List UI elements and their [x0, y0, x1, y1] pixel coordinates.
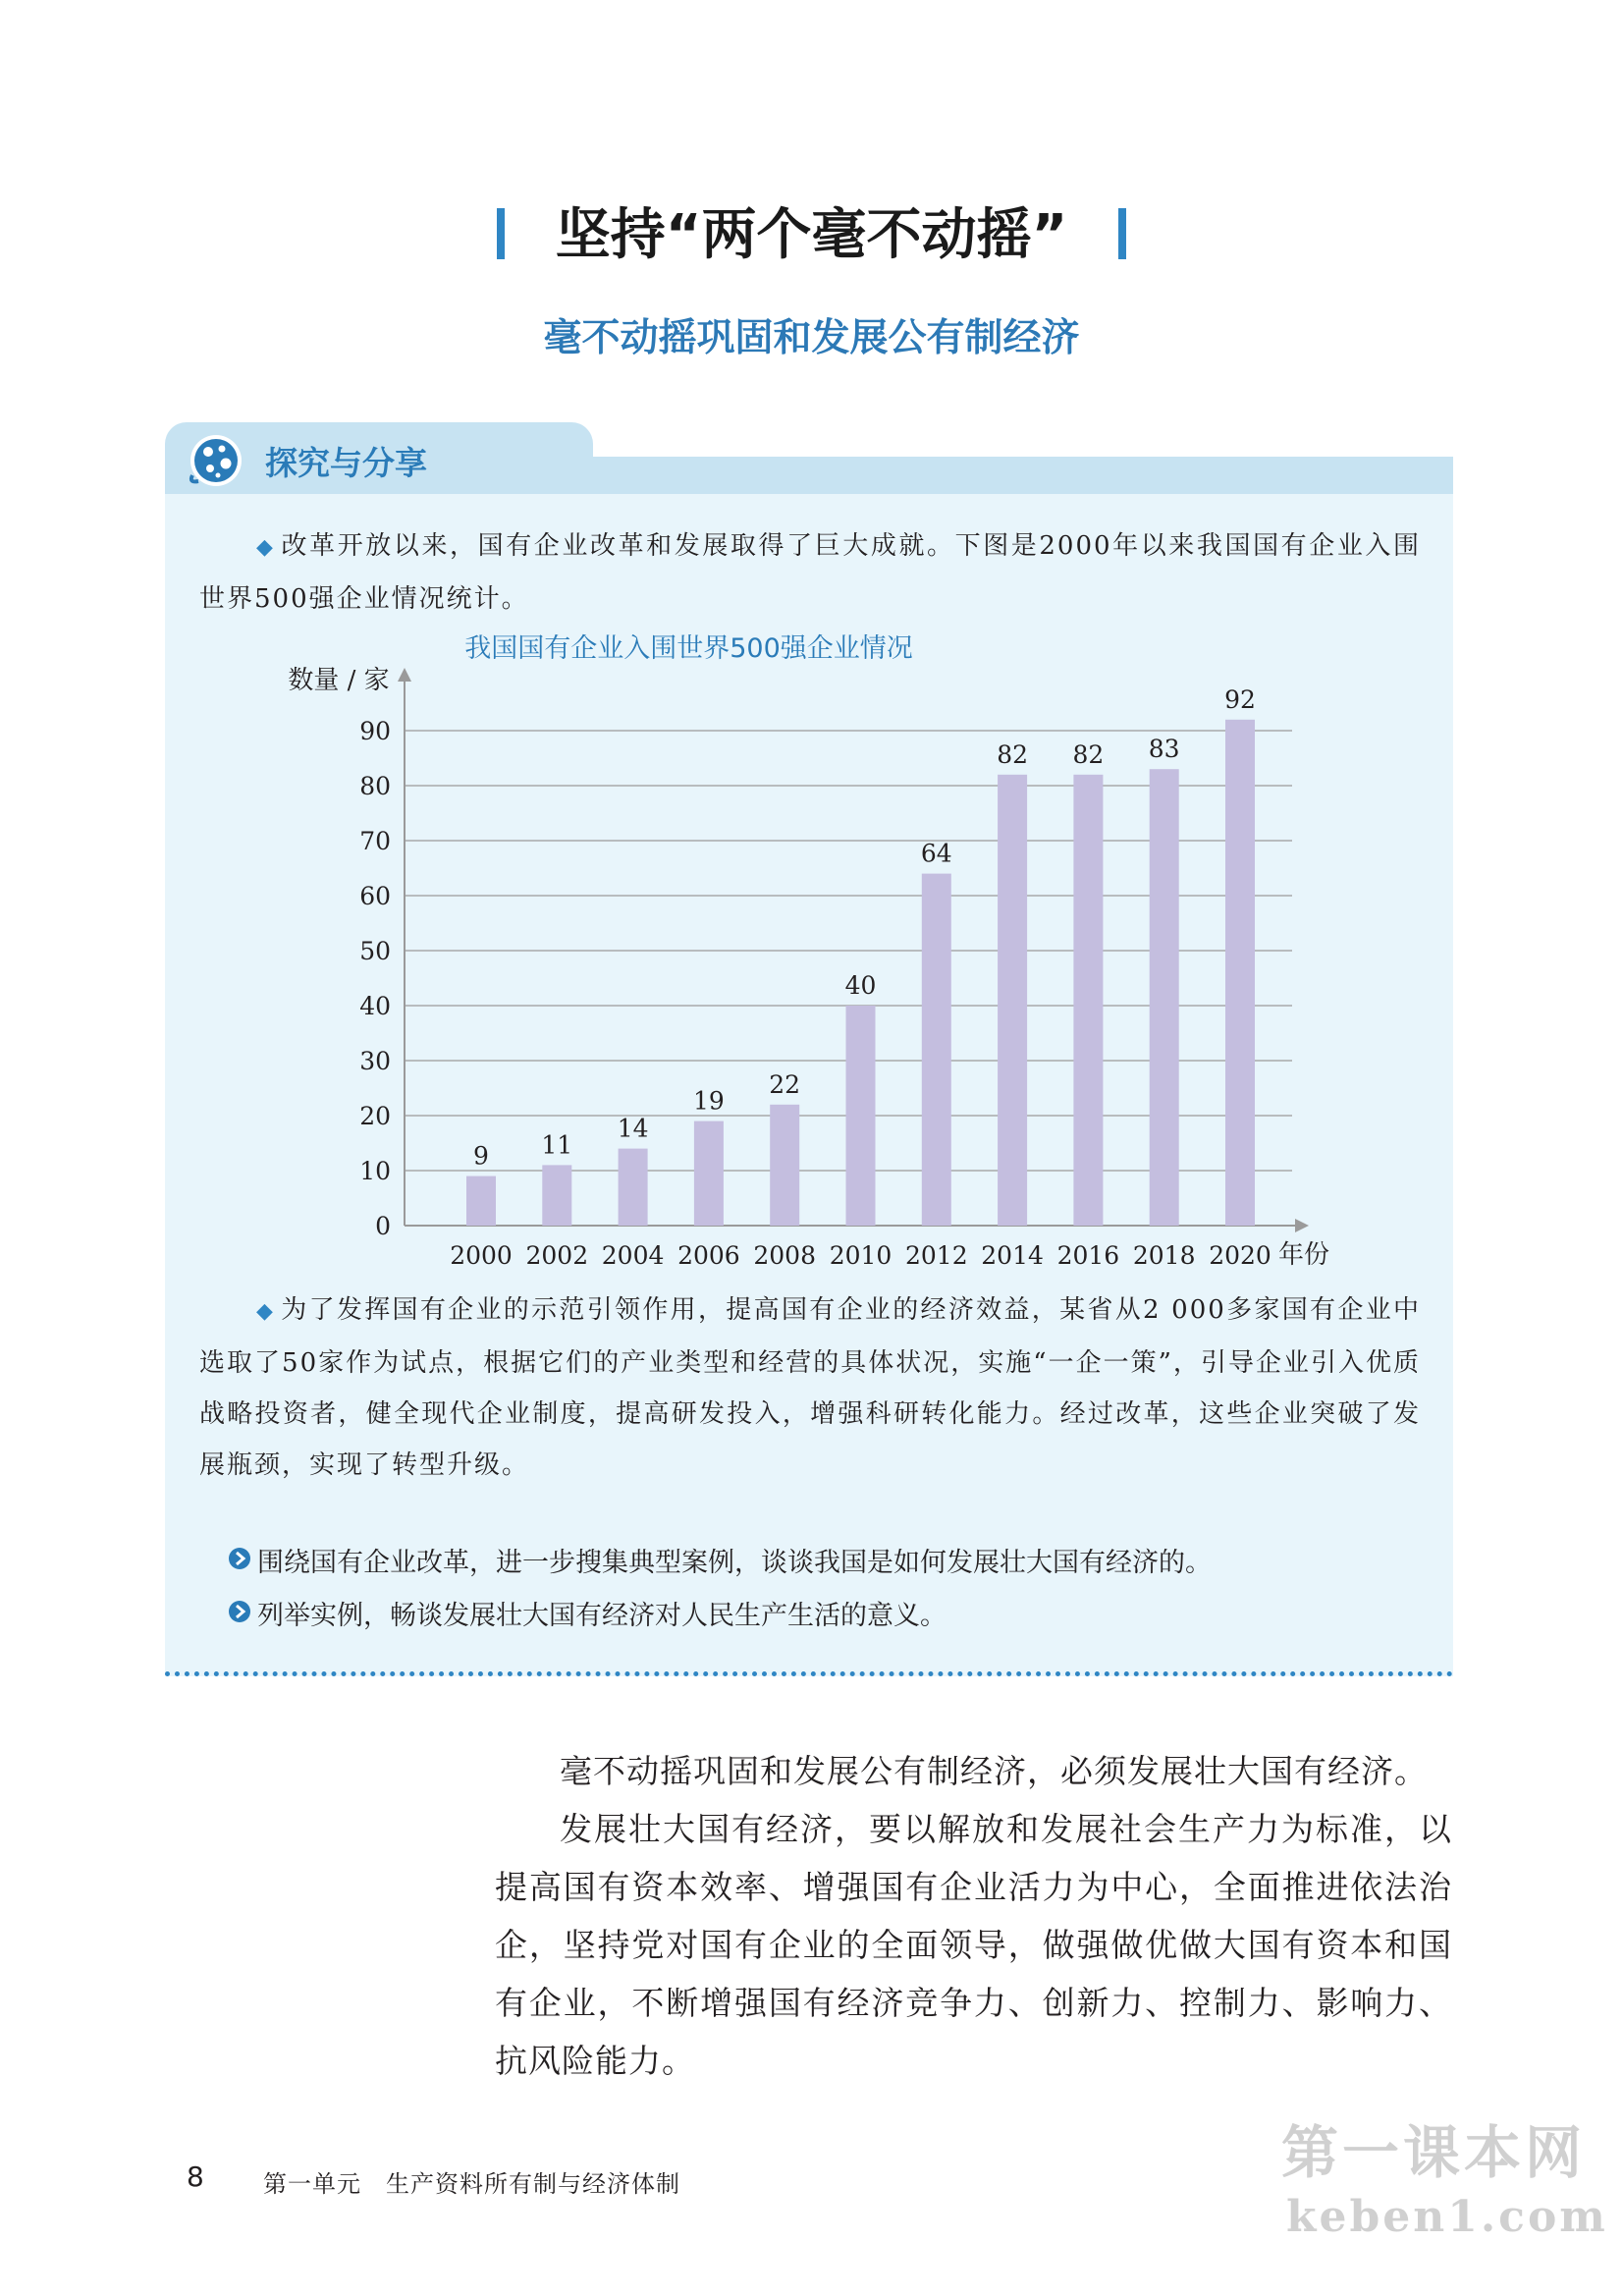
y-tick-label: 70: [359, 827, 391, 855]
x-tick-label: 2002: [525, 1241, 589, 1270]
bar: [998, 775, 1027, 1226]
task-text: 列举实例，畅谈发展壮大国有经济对人民生产生活的意义。: [257, 1601, 947, 1631]
y-tick-label: 60: [359, 882, 391, 910]
body-paragraph-2: 发展壮大国有经济，要以解放和发展社会生产力为标准，以提高国有资本效率、增强国有企业活力为中心，全面推进依法治企，坚持党对国有企业的全面领导，做强做优做大国有资本和国有企业，不断增强国有经济竞争力、创新力、控制力、影响力、抗风险能力。: [495, 1810, 1452, 2080]
bar: [694, 1121, 724, 1226]
bar: [922, 874, 951, 1226]
bar: [1225, 720, 1255, 1226]
task-text: 围绕国有企业改革，进一步搜集典型案例，谈谈我国是如何发展壮大国有经济的。: [257, 1548, 1212, 1578]
x-tick-label: 2004: [601, 1241, 665, 1270]
explore-bottom-divider: [165, 1671, 1453, 1676]
y-axis-arrow: [398, 668, 411, 682]
y-tick-label: 20: [359, 1102, 391, 1130]
bar: [466, 1176, 496, 1226]
bar: [619, 1149, 648, 1226]
section-title-text: 坚持“两个毫不动摇”: [555, 203, 1068, 267]
x-tick-label: 2006: [677, 1241, 740, 1270]
chart-title: 我国国有企业入围世界500强企业情况: [464, 633, 913, 664]
bar-value-label: 22: [769, 1069, 801, 1099]
subtitle: 毫不动摇巩固和发展公有制经济: [543, 315, 1080, 360]
y-tick-label: 80: [359, 772, 391, 800]
bar-value-label: 14: [617, 1114, 649, 1143]
diamond-bullet-icon: ◆: [256, 535, 276, 560]
x-tick-label: 2012: [904, 1241, 968, 1270]
watermark-url: keben1.com: [1286, 2192, 1608, 2242]
arrow-circle-icon: [228, 1547, 251, 1570]
x-tick-label: 2008: [753, 1241, 817, 1270]
x-tick-label: 2016: [1056, 1241, 1120, 1270]
y-tick-label: 10: [359, 1157, 391, 1185]
diamond-bullet-icon: ◆: [256, 1299, 276, 1324]
explore-paragraph-2: [199, 1285, 1421, 1491]
bar: [770, 1105, 799, 1226]
x-tick-label: 2010: [829, 1241, 893, 1270]
x-tick-label: 2020: [1209, 1241, 1271, 1270]
y-axis-label: 数量 / 家: [288, 666, 390, 695]
bar: [542, 1165, 571, 1226]
y-tick-label: 40: [359, 992, 391, 1020]
task-item: [257, 1594, 947, 1632]
explore-label: 探究与分享: [265, 444, 427, 482]
y-tick-label: 0: [375, 1212, 391, 1240]
bar-value-label: 83: [1148, 735, 1180, 764]
bar-value-label: 40: [844, 971, 877, 1000]
bar-value-label: 19: [692, 1086, 725, 1116]
explore-paragraph-2-text: 为了发挥国有企业的示范引领作用，提高国有企业的经济效益，某省从2 000多家国有企业中选取了50家作为试点，根据它们的产业类型和经营的具体状况，实施“一企一策”，引导企业引入优质战略投资者，健全现代企业制度，提高研发投入，增强科研转化能力。经过改革，这些企业突破了发展瓶颈，实现了转型升级。: [199, 1295, 1422, 1480]
x-axis-label: 年份: [1278, 1240, 1330, 1270]
x-tick-label: 2000: [450, 1241, 513, 1270]
bar-value-label: 64: [920, 839, 952, 868]
body-paragraph-1: 毫不动摇巩固和发展公有制经济，必须发展壮大国有经济。: [560, 1752, 1428, 1790]
bar-value-label: 92: [1224, 684, 1256, 714]
footer-unit-title: 第一单元 生产资料所有制与经济体制: [263, 2170, 680, 2198]
bar: [846, 1006, 876, 1226]
task-item: [257, 1541, 1212, 1579]
page-number: 8: [187, 2160, 204, 2193]
y-tick-label: 50: [359, 937, 391, 965]
bar: [1073, 775, 1103, 1226]
bar-value-label: 82: [997, 739, 1029, 769]
explore-paragraph-1-text: 改革开放以来，国有企业改革和发展取得了巨大成就。下图是2000年以来我国国有企业入围世界500强企业情况统计。: [199, 531, 1422, 614]
x-tick-label: 2018: [1132, 1241, 1196, 1270]
bar-value-label: 11: [541, 1130, 573, 1160]
bar: [1150, 769, 1179, 1226]
x-tick-label: 2014: [981, 1241, 1044, 1270]
watermark-site-name: 第一课本网: [1281, 2119, 1587, 2186]
x-axis-arrow: [1295, 1219, 1309, 1232]
y-tick-label: 90: [359, 717, 391, 745]
bar-value-label: 82: [1072, 739, 1105, 769]
y-tick-label: 30: [359, 1047, 391, 1075]
bar-value-label: 9: [473, 1141, 489, 1171]
arrow-circle-icon: [228, 1600, 251, 1623]
